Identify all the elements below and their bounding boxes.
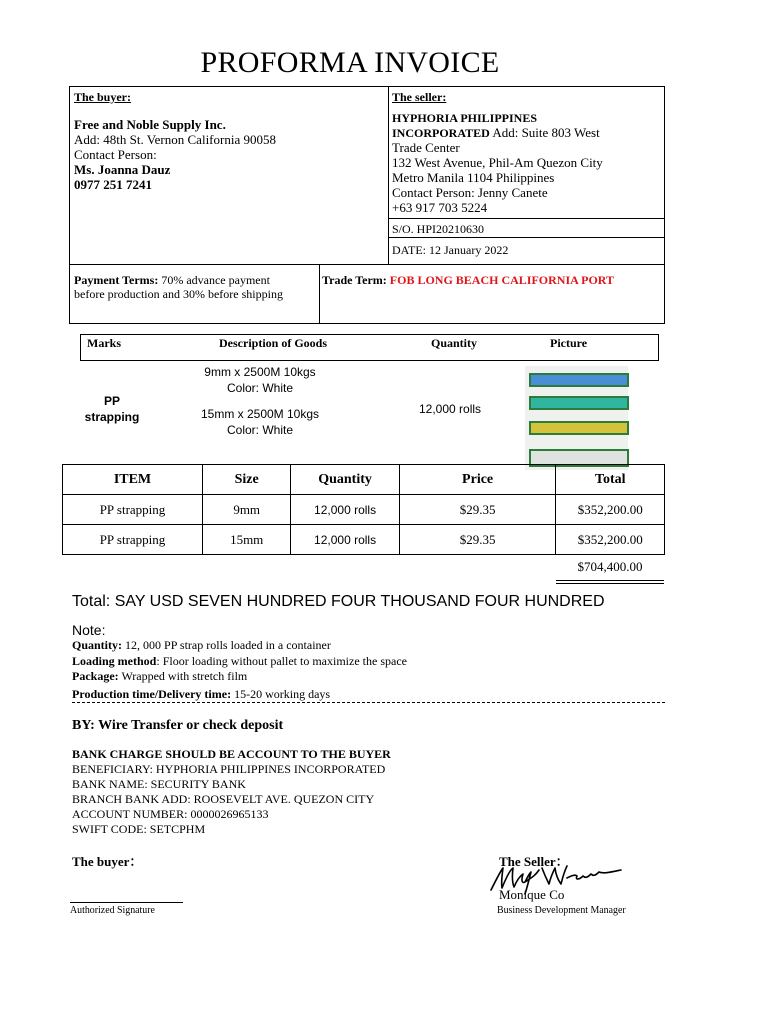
note-loading-text: : Floor loading without pallet to maximize the space: [156, 653, 407, 668]
goods-desc1-line1: 9mm x 2500M 10kgs: [204, 365, 316, 379]
note-quantity-label: Quantity:: [72, 638, 123, 652]
row2-total: $352,200.00: [556, 525, 665, 555]
trade-term-value: FOB LONG BEACH CALIFORNIA PORT: [386, 273, 615, 287]
buyer-signature-label: The buyer：: [72, 854, 143, 869]
bank-swift: SWIFT CODE: SETCPHM: [72, 822, 206, 836]
seller-signature-label: The Seller：: [499, 854, 569, 869]
bank-branch: BRANCH BANK ADD: ROOSEVELT AVE. QUEZON CITY: [72, 792, 375, 806]
buyer-heading: The buyer:: [74, 90, 131, 104]
payment-method: BY: Wire Transfer or check deposit: [72, 718, 284, 733]
table-row: [63, 525, 665, 555]
trade-term-label: Trade Term:: [322, 273, 387, 287]
table-row: [63, 495, 665, 525]
note-package-label: Package:: [72, 669, 119, 683]
product-picture: [525, 366, 628, 470]
row2-item: PP strapping: [63, 525, 203, 555]
row2-quantity: 12,000 rolls: [291, 525, 399, 555]
grand-total-underline2: [556, 583, 664, 584]
seller-name: Monique Co: [499, 887, 565, 902]
payment-terms-text2: before production and 30% before shipping: [74, 287, 283, 301]
seller-title: Business Development Manager: [497, 904, 626, 916]
seller-heading: The seller:: [392, 90, 447, 104]
row2-price: $29.35: [399, 525, 556, 555]
bank-block: [72, 747, 391, 837]
buyer-phone: 0977 251 7241: [74, 177, 152, 192]
goods-desc2-line1: 15mm x 2500M 10kgs: [200, 407, 320, 421]
items-table: [62, 464, 665, 555]
goods-header-picture: Picture: [550, 336, 588, 350]
seller-company-line1: HYPHORIA PHILIPPINES: [392, 111, 538, 125]
items-header-size: Size: [202, 465, 290, 495]
goods-mark-line1: PP: [103, 394, 120, 408]
items-header-row: [63, 465, 665, 495]
strap-yellow: [529, 421, 629, 435]
goods-mark: [70, 393, 154, 425]
sales-order-number: S/O. HPI20210630: [392, 222, 485, 236]
payment-terms: [74, 273, 316, 301]
bank-account: ACCOUNT NUMBER: 0000026965133: [72, 807, 269, 821]
goods-header-quantity: Quantity: [431, 336, 478, 350]
dashed-divider: [72, 702, 665, 703]
note-production-text: 15-20 working days: [231, 686, 331, 701]
note-package-text: Wrapped with stretch film: [118, 669, 248, 683]
note-heading: Note:: [72, 622, 106, 638]
items-header-item: ITEM: [63, 465, 203, 495]
items-header-price: Price: [399, 465, 556, 495]
items-header-quantity: Quantity: [291, 465, 399, 495]
payment-terms-text: 70% advance payment: [158, 273, 270, 287]
terms-divider: [319, 264, 320, 324]
row1-item: PP strapping: [63, 495, 203, 525]
seller-address-line2: Trade Center: [392, 140, 460, 155]
goods-desc2-line2: Color: White: [226, 423, 294, 437]
buyer-contact-label: Contact Person:: [74, 147, 157, 162]
document-title: PROFORMA INVOICE: [200, 46, 500, 79]
so-divider-top: [388, 218, 665, 219]
trade-term: [322, 273, 614, 287]
seller-address-line4: Metro Manila 1104 Philippines: [392, 170, 555, 185]
seller-address-line1: Add: Suite 803 West: [489, 125, 600, 140]
seller-contact: Contact Person: Jenny Canete: [392, 185, 548, 200]
total-in-words: Total: SAY USD SEVEN HUNDRED FOUR THOUSAND FOUR HUNDRED: [72, 593, 605, 610]
seller-block: [392, 111, 664, 215]
note-loading-label: Loading method: [72, 653, 157, 668]
goods-header-marks: Marks: [87, 336, 121, 350]
buyer-address: Add: 48th St. Vernon California 90058: [74, 132, 276, 147]
parties-divider: [388, 86, 389, 265]
row2-size: 15mm: [202, 525, 290, 555]
grand-total: $704,400.00: [577, 559, 643, 574]
items-header-total: Total: [556, 465, 665, 495]
bank-charge: BANK CHARGE SHOULD BE ACCOUNT TO THE BUYER: [72, 747, 391, 761]
goods-mark-line2: strapping: [84, 410, 140, 424]
buyer-signature-caption: Authorized Signature: [70, 904, 155, 916]
seller-phone: +63 917 703 5224: [392, 200, 488, 215]
payment-terms-label: Payment Terms:: [74, 273, 159, 287]
note-block: [72, 638, 407, 702]
note-production-label: Production time/Delivery time:: [72, 686, 232, 701]
note-quantity-text: 12, 000 PP strap rolls loaded in a container: [122, 638, 331, 652]
buyer-company: Free and Noble Supply Inc.: [74, 117, 226, 132]
goods-desc1-line2: Color: White: [226, 381, 294, 395]
invoice-date: DATE: 12 January 2022: [392, 243, 509, 257]
strap-blue: [529, 373, 629, 387]
seller-company-line2: INCORPORATED: [392, 126, 490, 140]
row1-total: $352,200.00: [556, 495, 665, 525]
buyer-signature-line: [70, 902, 183, 903]
grand-total-underline: [556, 580, 664, 581]
buyer-contact-name: Ms. Joanna Dauz: [74, 162, 171, 177]
row1-quantity: 12,000 rolls: [291, 495, 399, 525]
buyer-block: [74, 117, 384, 192]
strap-teal: [529, 396, 629, 410]
goods-header-description: Description of Goods: [219, 336, 327, 350]
row1-size: 9mm: [202, 495, 290, 525]
goods-quantity: 12,000 rolls: [419, 402, 482, 416]
so-divider-bottom: [388, 237, 665, 238]
bank-name: BANK NAME: SECURITY BANK: [72, 777, 246, 791]
row1-price: $29.35: [399, 495, 556, 525]
seller-address-line3: 132 West Avenue, Phil-Am Quezon City: [392, 155, 603, 170]
bank-beneficiary: BENEFICIARY: HYPHORIA PHILIPPINES INCORPORATED: [72, 762, 386, 776]
goods-description: [190, 364, 330, 438]
